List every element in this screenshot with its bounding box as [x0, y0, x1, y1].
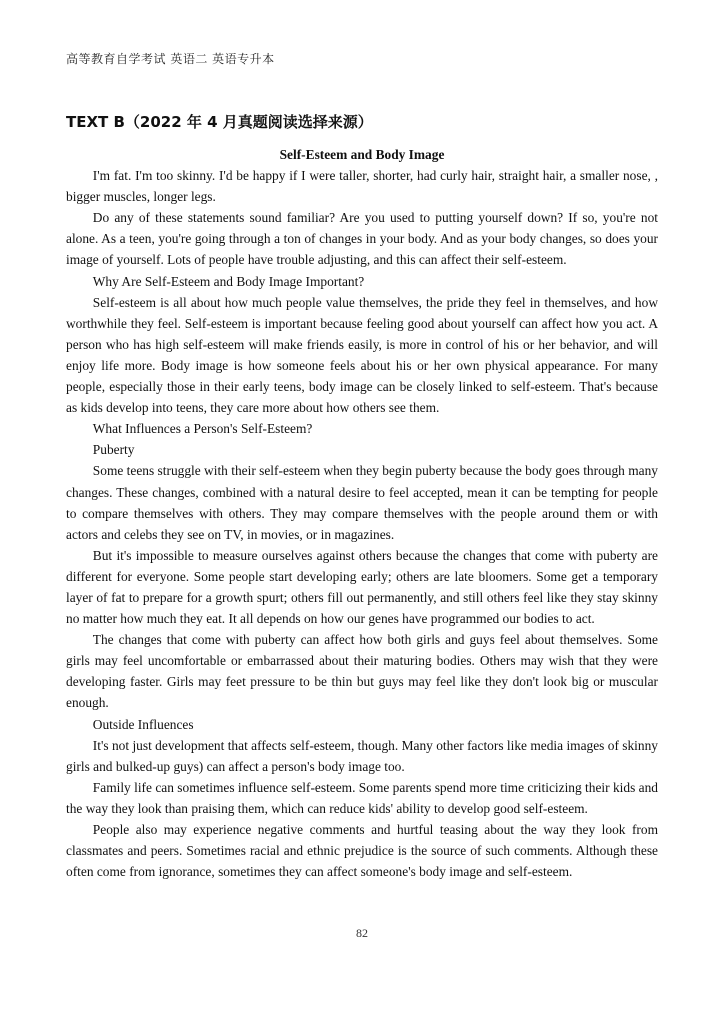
subheading: What Influences a Person's Self-Esteem? [92, 421, 313, 437]
paragraph: Family life can sometimes influence self-esteem. Some parents spend more time criticizing their kids and the way they look than praising them, which can reduce kids' ability to develop good self-esteem. [66, 779, 658, 816]
article-body [66, 144, 658, 882]
paragraph: Self-esteem is all about how much people value themselves, the pride they feel in themselves, and how worthwhile they feel. Self-esteem is important because feeling good about yourself can affect how you act. A person who has high self-esteem will make friends easily, is more in control of his or her behavior, and will enjoy life more. Body image is how someone feels about his or her own physical appearance. For many people, especially those in their early teens, body image can be closely linked to self-esteem. That's because as kids develop into teens, they care more about how others see them. [66, 294, 658, 416]
paragraph: But it's impossible to measure ourselves against others because the changes that come with puberty are different for everyone. Some people start developing early; others are late bloomers. Some get a temporary layer of fat to prepare for a growth spurt; others fill out permanently, and still others feel like they stay skinny no matter how much they eat. It all depends on how our genes have programmed our bodies to act. [66, 547, 658, 627]
page-header: 高等教育自学考试 英语二 英语专升本 [66, 52, 275, 66]
paragraph: Some teens struggle with their self-esteem when they begin puberty because the body goes through many changes. These changes, combined with a natural desire to feel accepted, mean it can be tempting for people to compare themselves with others. They may compare themselves with the people around them or with actors and celebs they see on TV, in movies, or in magazines. [66, 463, 658, 542]
paragraph: The changes that come with puberty can affect how both girls and guys feel about themselves. Some girls may feel uncomfortable or embarrassed about their maturing bodies. Others may wish that they were developing faster. Girls may feet pressure to be thin but guys may feel like they don't look big or muscular enough. [66, 632, 658, 711]
subheading: Outside Influences [92, 716, 194, 732]
subheading: Why Are Self-Esteem and Body Image Important? [92, 273, 365, 289]
paragraph: It's not just development that affects self-esteem, though. Many other factors like media images of skinny girls and bulked-up guys) can affect a person's body image too. [66, 737, 658, 774]
paragraph: People also may experience negative comments and hurtful teasing about the way they look from classmates and peers. Sometimes racial and ethnic prejudice is the source of such comments. Although these often come from ignorance, sometimes they can affect someone's body image and self-esteem. [66, 822, 658, 880]
paragraph: I'm fat. I'm too skinny. I'd be happy if I were taller, shorter, had curly hair, straight hair, a smaller nose, , bigger muscles, longer legs. [66, 168, 658, 205]
paragraph: Do any of these statements sound familiar? Are you used to putting yourself down? If so, you're not alone. As a teen, you're going through a ton of changes in your body. And as your body changes, so does your image of yourself. Lots of people have trouble adjusting, and this can affect their self-esteem. [66, 210, 658, 268]
page-number: 82 [356, 926, 368, 940]
section-title: TEXT B（2022 年 4 月真题阅读选择来源） [66, 113, 373, 131]
article-title: Self-Esteem and Body Image [279, 147, 445, 162]
subheading: Puberty [92, 442, 135, 458]
